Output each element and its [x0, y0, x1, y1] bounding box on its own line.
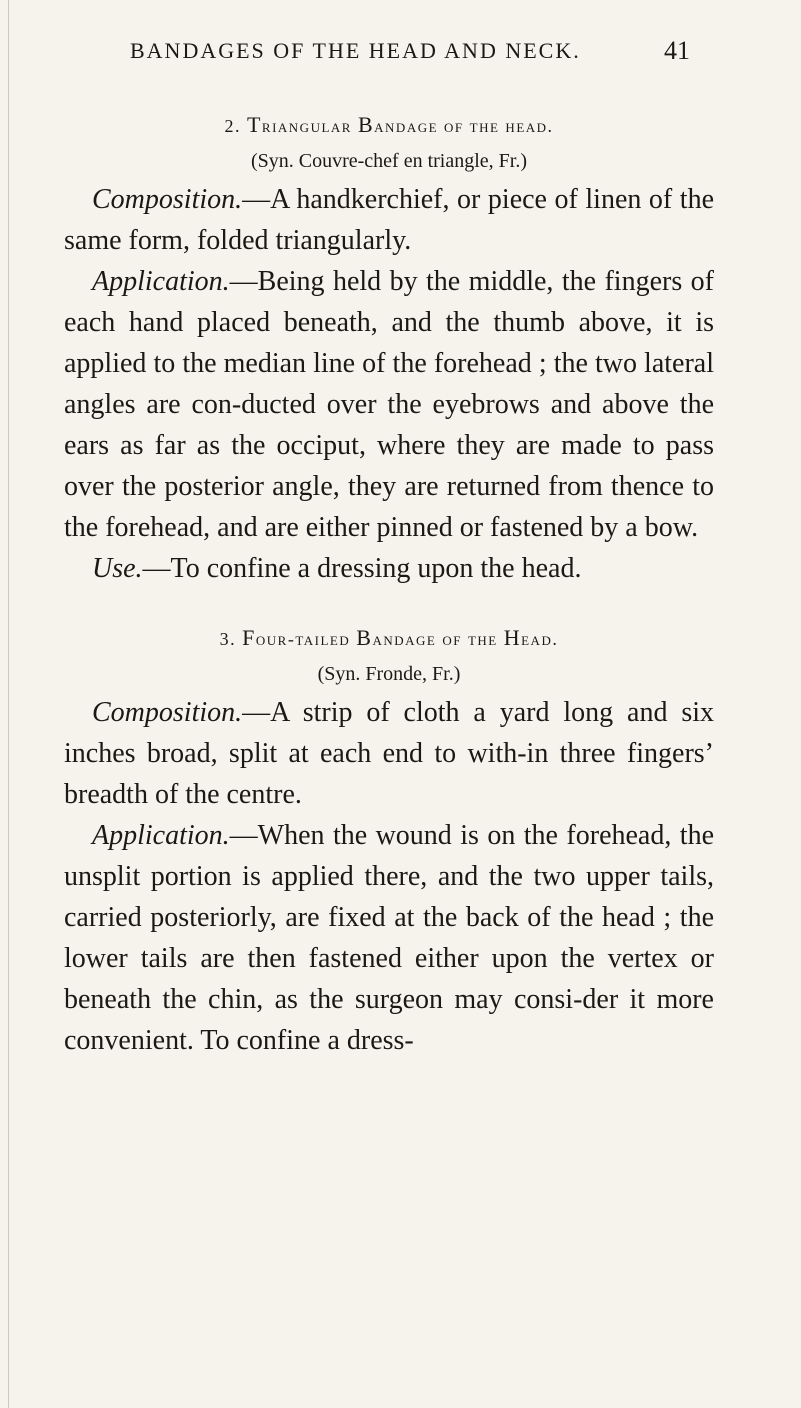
composition-text: —A handkerchief, or piece of linen of the same form, folded triangularly. [64, 184, 714, 256]
application-label: Application. [92, 820, 230, 851]
synonym: (Syn. Fronde, Fr.) [317, 663, 461, 685]
synonym: (Syn. Couvre-chef en triangle, Fr.) [250, 150, 528, 172]
application-text: —When the wound is on the forehead, the unsplit portion is applied there, and the two upper tails, carried posteriorly, are fixed at the back of the head ; the lower tails are then fastened either upon the vertex or beneath the chin, as the surgeon may consi-der it more convenient. To confine a dress- [64, 820, 714, 1056]
use-label: Use. [92, 553, 143, 584]
composition-text: —A strip of cloth a yard long and six inches broad, split at each end to with-in three fingers’ breadth of the centre. [64, 697, 714, 810]
composition-paragraph [64, 692, 714, 815]
application-label: Application. [92, 266, 230, 297]
section-title: 2. Triangular Bandage of the head. [224, 112, 554, 137]
use-paragraph [64, 548, 714, 589]
composition-label: Composition. [92, 184, 243, 215]
page-header [130, 38, 690, 78]
page-body [64, 112, 714, 1061]
section-triangular-bandage [64, 112, 714, 589]
section-number: 3. [219, 629, 237, 649]
application-paragraph [64, 815, 714, 1061]
application-text: —Being held by the middle, the fingers of each hand placed beneath, and the thumb above, it is applied to the median line of the forehead ; the two lateral angles are con-ducted over the eyebrows and above the ears as far as the occiput, where they are made to pass over the posterior angle, they are returned from thence to the forehead, and are either pinned or fastened by a bow. [64, 266, 714, 543]
use-text: —To confine a dressing upon the head. [142, 553, 582, 584]
running-head: BANDAGES OF THE HEAD AND NECK. [130, 38, 581, 63]
page-edge [8, 0, 9, 1408]
section-title: 3. Four-tailed Bandage of the Head. [219, 625, 559, 650]
section-four-tailed-bandage [64, 625, 714, 1061]
application-paragraph [64, 261, 714, 548]
page-number: 41 [664, 36, 690, 65]
section-number: 2. [224, 116, 241, 136]
composition-paragraph [64, 179, 714, 261]
composition-label: Composition. [92, 697, 243, 728]
